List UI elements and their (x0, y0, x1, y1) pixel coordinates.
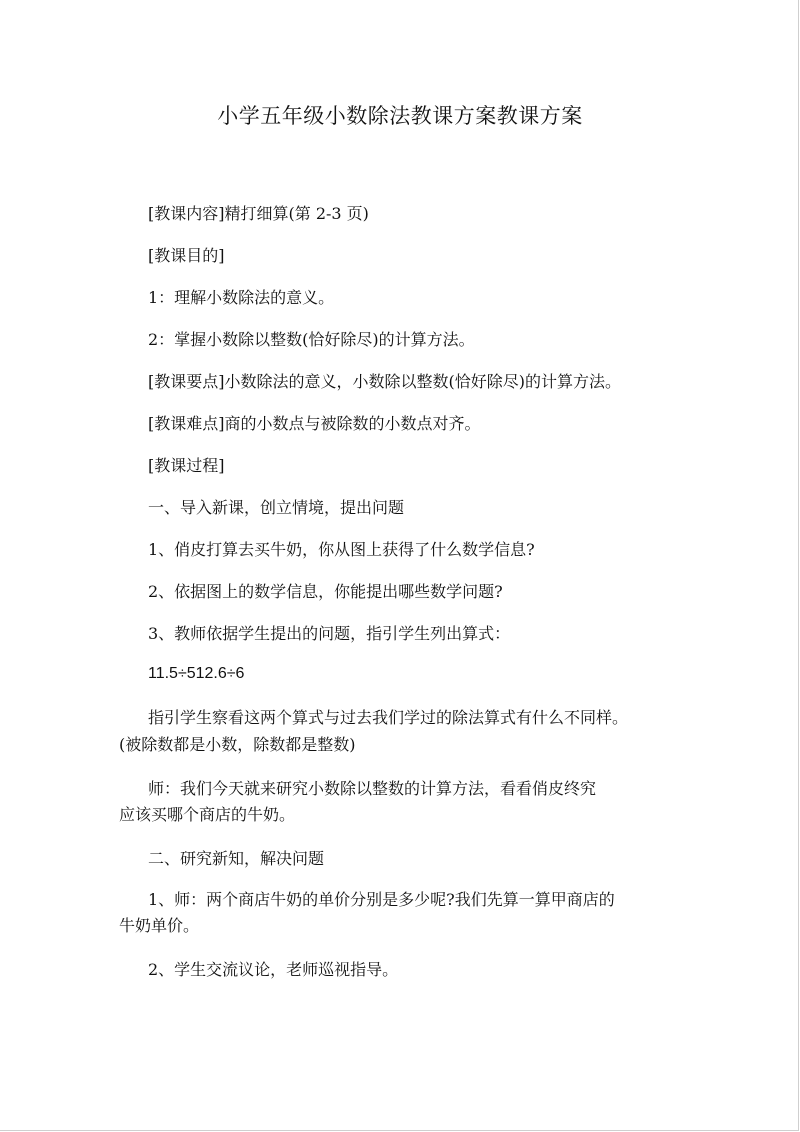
paragraph-teacher-intro-cont: 应该买哪个商店的牛奶。 (119, 805, 296, 824)
paragraph-teacher-intro: 师：我们今天就来研究小数除以整数的计算方法，看看俏皮终究 (148, 779, 597, 798)
paragraph-lesson-content: [教课内容]精打细算(第 2-3 页) (148, 204, 369, 223)
paragraph-new-step-1: 1、师：两个商店牛奶的单价分别是多少呢?我们先算一算甲商店的 (148, 890, 615, 909)
document-title: 小学五年级小数除法教课方案教课方案 (217, 104, 583, 128)
paragraph-key-points: [教课要点]小数除法的意义，小数除以整数(恰好除尽)的计算方法。 (148, 372, 621, 391)
paragraph-step-2: 2、依据图上的数学信息，你能提出哪些数学问题? (148, 582, 503, 601)
paragraph-process-heading: [教课过程] (148, 456, 225, 475)
paragraph-lesson-objective-heading: [教课目的] (148, 246, 225, 265)
paragraph-new-step-1-cont: 牛奶单价。 (119, 916, 200, 935)
paragraph-formula: 11.5÷512.6÷6 (148, 665, 245, 682)
paragraph-step-1: 1、俏皮打算去买牛奶，你从图上获得了什么数学信息? (148, 540, 535, 559)
paragraph-difficulty: [教课难点]商的小数点与被除数的小数点对齐。 (148, 414, 481, 433)
paragraph-objective-2: 2：掌握小数除以整数(恰好除尽)的计算方法。 (148, 330, 475, 349)
paragraph-observe-note: (被除数都是小数，除数都是整数) (119, 735, 356, 754)
paragraph-observe: 指引学生察看这两个算式与过去我们学过的除法算式有什么不同样。 (148, 708, 629, 727)
paragraph-objective-1: 1：理解小数除法的意义。 (148, 288, 335, 307)
section-heading-1: 一、导入新课，创立情境，提出问题 (148, 498, 405, 517)
paragraph-step-3: 3、教师依据学生提出的问题，指引学生列出算式： (148, 624, 511, 643)
paragraph-new-step-2: 2、学生交流议论，老师巡视指导。 (148, 960, 399, 979)
section-heading-2: 二、研究新知，解决问题 (148, 849, 325, 868)
